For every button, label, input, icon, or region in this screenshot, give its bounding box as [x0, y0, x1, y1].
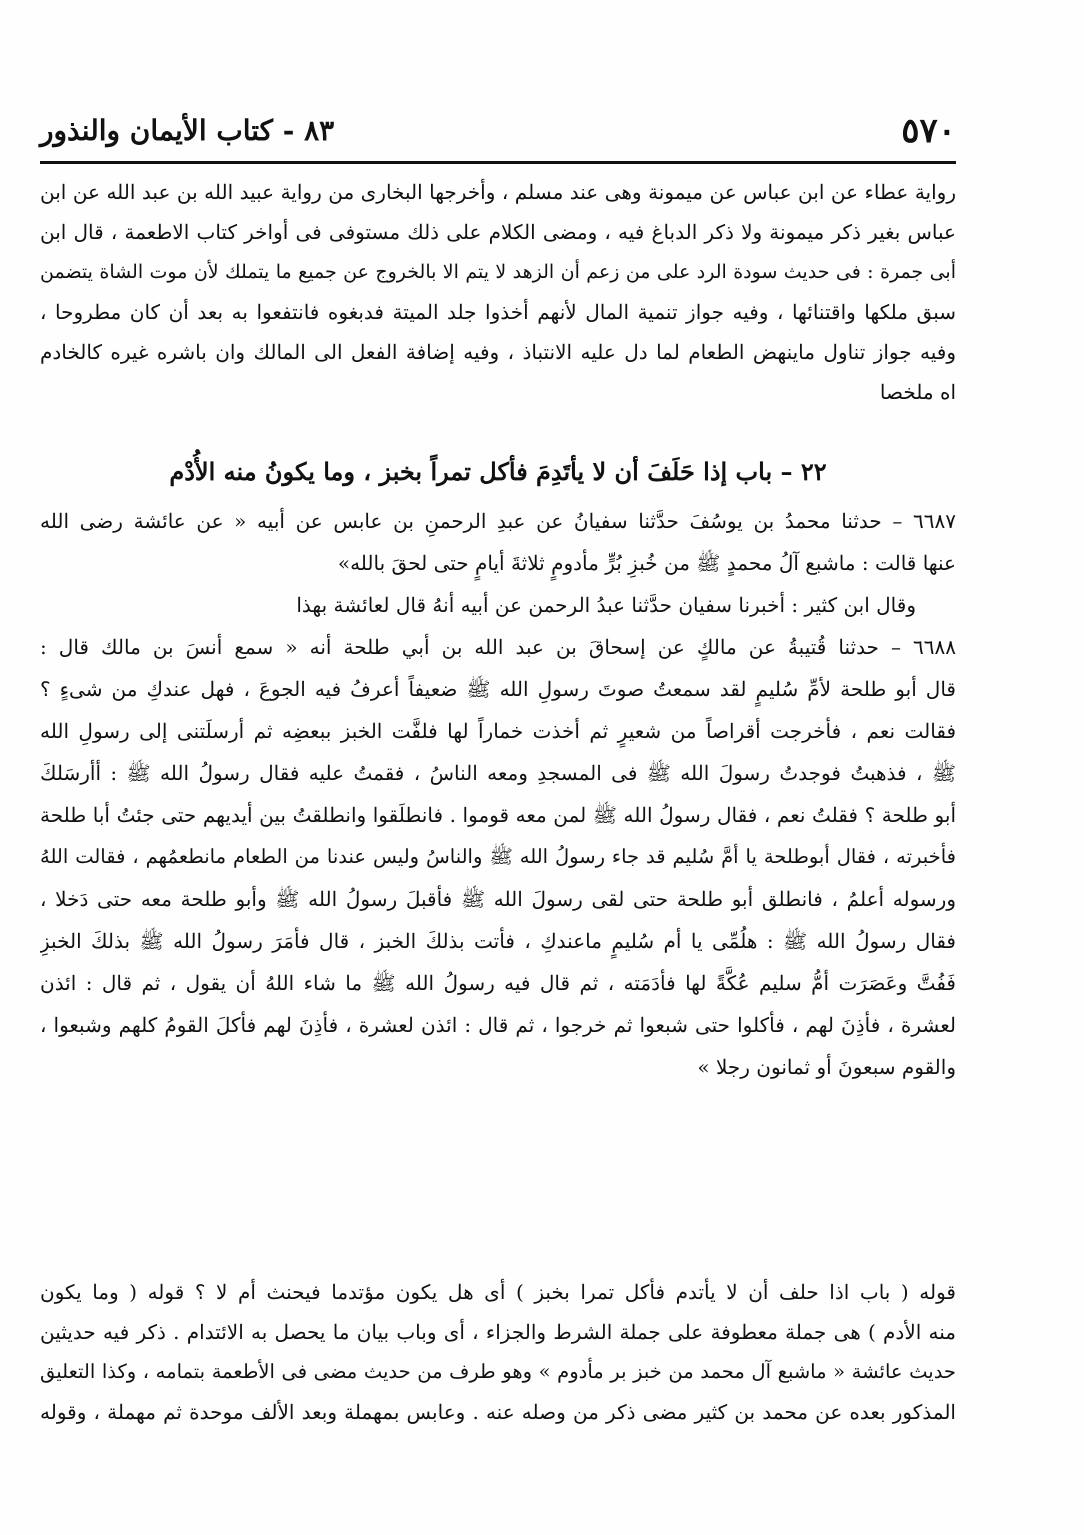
text-line: فقال رسولُ الله ﷺ : هلُمِّى يا أم سُليمٍ ماعندكِ ، فأتت بذلكَ الخبز ، قال فأمَرَ رسولُ الله ﷺ بذلكَ الخبزِ	[40, 929, 956, 953]
text-line: المذكور بعده عن محمد بن كثير مضى ذكر من وصله عنه . وعابس بمهملة وبعد الألف موحدة ثم مهملة ، وقوله	[40, 1400, 956, 1424]
text-line: رواية عطاء عن ابن عباس عن ميمونة وهى عند مسلم ، وأخرجها البخارى من رواية عبيد الله بن عبد الله عن ابن	[40, 180, 956, 204]
text-line: ﷺ ، فذهبتُ فوجدتُ رسولَ الله ﷺ فى المسجدِ ومعه الناسُ ، فقمتُ عليه فقال رسولُ الله ﷺ : أأرسَلكَ	[40, 761, 956, 785]
text-line: ورسوله أعلمُ ، فانطلق أبو طلحة حتى لقى رسولَ الله ﷺ فأقبلَ رسولُ الله ﷺ وأبو طلحة معه حتى دَخلا ،	[40, 887, 956, 911]
text-line: والقوم سبعونَ أو ثمانون رجلا »	[697, 1055, 956, 1079]
header-rule	[40, 161, 956, 164]
text-line: أبو طلحة ؟ فقلتُ نعم ، فقال رسولُ الله ﷺ لمن معه قوموا . فانطلَقوا وانطلقتُ بين أيديهم حتى جئتُ أبا طلحة	[40, 803, 956, 827]
chapter-heading: ٢٢ – باب إذا حَلَفَ أن لا يأتَدِمَ فأكل تمراً بخبز ، وما يكونُ منه الأُدْم	[169, 457, 827, 486]
text-line: وفيه جواز تناول ماينهض الطعام لما دل عليه الانتباذ ، وفيه إضافة الفعل الى المالك وان باشره غيره كالخادم	[40, 340, 956, 364]
text-line: فأخبرته ، فقال أبوطلحة يا أمَّ سُليم قد جاء رسولُ الله ﷺ والناسُ وليس عندنا من الطعام مانطعمُهم ، فقالت اللهُ	[40, 845, 956, 868]
page-header	[40, 106, 956, 156]
page-number: ٥٧٠	[901, 111, 956, 151]
text-line: سبق ملكها واقتنائها ، وفيه جواز تنمية المال لأنهم أخذوا جلد الميتة فدبغوه فانتفعوا به بعد أن كان مطروحا ،	[40, 300, 956, 324]
text-line: ٦٦٨٧ – حدثنا محمدُ بن يوسُفَ حدَّثنا سفيانُ عن عبدِ الرحمنِ بن عابس عن أبيه « عن عائشة رضى الله	[40, 509, 956, 533]
text-line: اه ملخصا	[879, 380, 956, 404]
text-line: قوله ( باب اذا حلف أن لا يأتدم فأكل تمرا بخبز ) أى هل يكون مؤتدما فيحنث أم لا ؟ قوله ( وما يكون	[40, 1280, 956, 1304]
text-line: قال أبو طلحة لأمِّ سُليمٍ لقد سمعتُ صوتَ رسولِ الله ﷺ ضعيفاً أعرفُ فيه الجوعَ ، فهل عندكِ من شىءٍ ؟	[40, 677, 956, 701]
text-line: منه الأدم ) هى جملة معطوفة على جملة الشرط والجزاء ، أى وباب بيان ما يحصل به الائتدام . ذكر فيه حديثين	[40, 1320, 956, 1344]
text-line: فقالت نعم ، فأخرجت أقراصاً من شعيرٍ ثم أخذت خماراً لها فلفَّت الخبز ببعضِه ثم أرسلَتنى إلى رسولِ الله	[40, 719, 956, 743]
commentary-top	[40, 172, 956, 412]
text-line: حديث عائشة « ماشبع آل محمد من خبز بر مأدوم » وهو طرف من حديث مضى فى الأطعمة بتمامه ، وكذا التعليق	[40, 1360, 956, 1383]
running-head: ٨٣ - كتاب الأيمان والنذور	[40, 114, 335, 147]
text-line: وقال ابن كثير : أخبرنا سفيان حدَّثنا عبدُ الرحمن عن أبيه أنهُ قال لعائشة بهذا	[296, 593, 916, 617]
text-line: ٦٦٨٨ – حدثنا قُتيبةُ عن مالكٍ عن إسحاقَ بن عبد الله بن أبي طلحة أنه « سمع أنسَ بن مالك قال :	[40, 635, 956, 659]
text-line: لعشرة ، فأذِنَ لهم ، فأكلوا حتى شبعوا ثم خرجوا ، ثم قال : ائذن لعشرة ، فأذِنَ لهم فأكلَ القومُ كلهم وشبعوا ،	[40, 1013, 956, 1037]
text-line: عباس بغير ذكر ميمونة ولا ذكر الدباغ فيه ، ومضى الكلام على ذلك مستوفى فى أواخر كتاب الاطعمة ، قال ابن	[40, 220, 956, 244]
text-line: أبى جمرة : فى حديث سودة الرد على من زعم أن الزهد لا يتم الا بالخروج عن جميع ما يتملك لأن موت الشاة يتضمن	[40, 261, 956, 283]
hadith-text	[40, 500, 956, 1088]
text-line: فَفُتَّ وعَصَرَت أمُّ سليم عُكَّةً لها فأدَمَته ، ثم قال فيه رسولُ الله ﷺ ما شاء اللهُ أن يقول ، ثم قال : ائذن	[40, 971, 956, 995]
text-line: عنها قالت : ماشبع آلُ محمدٍ ﷺ من خُبزِ بُرٍّ مأدومٍ ثلاثةَ أيامٍ حتى لحقَ بالله»	[337, 551, 956, 575]
commentary-bottom	[40, 1272, 956, 1432]
